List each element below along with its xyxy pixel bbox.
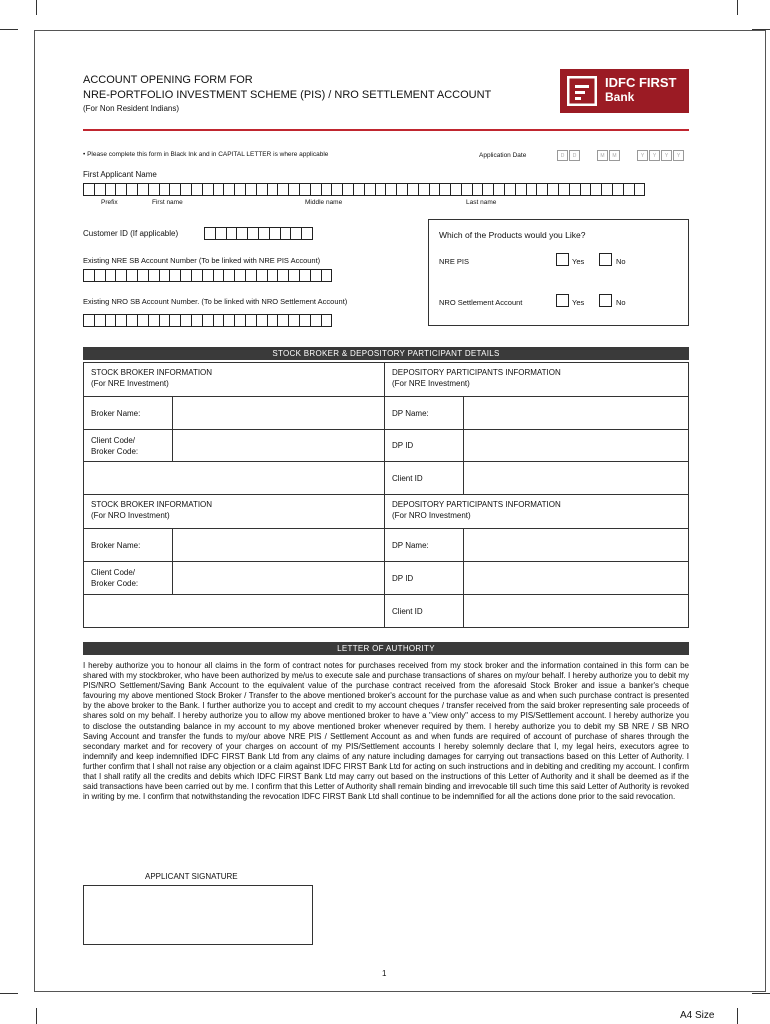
application-date-month[interactable] xyxy=(597,150,621,161)
nro-settlement-yes-label: Yes xyxy=(572,298,585,307)
nre-broker-name-label: Broker Name: xyxy=(83,396,173,430)
bank-logo xyxy=(560,69,689,113)
nro-broker-name-field[interactable] xyxy=(172,528,385,562)
last-name-caption: Last name xyxy=(466,199,497,206)
char-box[interactable] xyxy=(321,269,333,282)
nro-settlement-no-label: No xyxy=(616,298,626,307)
nre-client-code-label xyxy=(83,429,173,462)
crop-mark xyxy=(0,29,18,30)
header-rule xyxy=(83,129,689,131)
nro-client-code-text: Client Code/ xyxy=(91,568,136,577)
nre-dp-title: DEPOSITORY PARTICIPANTS INFORMATION xyxy=(392,368,561,377)
product-nro-settlement: NRO Settlement Account xyxy=(439,298,523,307)
date-box[interactable]: D xyxy=(557,150,568,161)
products-question: Which of the Products would you Like? xyxy=(439,230,586,240)
page-number: 1 xyxy=(382,969,387,978)
applicant-name-label: First Applicant Name xyxy=(83,170,157,179)
signature-label: APPLICANT SIGNATURE xyxy=(145,872,238,881)
nre-pis-no-checkbox[interactable] xyxy=(599,253,612,266)
application-date-year[interactable] xyxy=(637,150,685,161)
char-box[interactable] xyxy=(301,227,313,240)
form-subtitle: (For Non Resident Indians) xyxy=(83,104,180,113)
nro-client-code-field[interactable] xyxy=(172,561,385,595)
nre-client-id-label: Client ID xyxy=(384,461,464,495)
form-title-line1: ACCOUNT OPENING FORM FOR xyxy=(83,74,253,86)
date-box[interactable]: Y xyxy=(673,150,684,161)
nro-dp-name-label: DP Name: xyxy=(384,528,464,562)
first-name-caption: First name xyxy=(152,199,183,206)
customer-id-boxes[interactable] xyxy=(204,227,312,240)
authority-text: I hereby authorize you to honour all claims in the form of contract notes for purchases received from my stock broker and the information contained in this form can be shared with my stockbroker, who have been authorized by me/us to execute sale and purchase transactions of shares on my/our behalf. I hereby authorize you to debit my PIS/NRO Settlement/Saving Bank Account to the equivalent value of the purchase contract received from the aforesaid Stock Broker and issue a banker's cheque favouring my above mentioned Stock Broker / Transfer to the above mentioned broker's account for the purchase value as and when such purchase contract is presented by the above broker to the Bank. I further authorize you to accept and credit to my account cheques / transfer received from the said broker representing sale proceeds of shares sold on my behalf. I hereby authorize you to allow my above mentioned broker to have a "view only" access to my PIS/Settlement account. I hereby authorize you to disclose the outstanding balance in my account to my above mentioned broker whenever required by them. I hereby authorize you to debit my SB NRE / SB NRO Saving Account and transfer the funds to my/our above NRE PIS / Settlement Account as and when funds are required of account of purchase of shares through the secondary market and for recovery of your charges on account of my PIS/Settlement accounts I hereby solemnly declare that I, my legal heirs, executors agree to indemnify and keep indemnified IDFC FIRST Bank Ltd from any claims of any nature including damages for carrying out transactions based on this Letter of Authority. I further confirm that I shall not raise any objection or a claim against IDFC FIRST Bank Ltd for acting on such instructions and in debiting and crediting my account. I confirm that I shall ratify all the credits and debits which IDFC FIRST Bank Ltd may carry out based on the instructions of this Letter of Authority and it shall be deemed as if the said transactions have been carried out by me. I confirm that this Letter of Authority shall remain binding and irrevocable till such time this said Letter of Authority is revoked in writing by me. I confirm that notwithstanding the revocation IDFC FIRST Bank Ltd shall continue to be indemnified for all the actions done prior to the said revocation. xyxy=(83,661,689,802)
product-nre-pis: NRE PIS xyxy=(439,257,470,266)
nre-broker-name-field[interactable] xyxy=(172,396,385,430)
customer-id-label: Customer ID (If applicable) xyxy=(83,229,179,238)
nre-dp-sub: (For NRE Investment) xyxy=(392,379,470,388)
nro-broker-sub: (For NRO Investment) xyxy=(91,511,170,520)
nre-broker-code-text: Broker Code: xyxy=(91,447,139,456)
nro-dp-sub: (For NRO Investment) xyxy=(392,511,471,520)
crop-mark xyxy=(36,0,37,15)
nro-broker-title: STOCK BROKER INFORMATION xyxy=(91,500,213,509)
date-box[interactable]: D xyxy=(569,150,580,161)
nre-client-code-field[interactable] xyxy=(172,429,385,462)
nro-settlement-no-checkbox[interactable] xyxy=(599,294,612,307)
nre-pis-yes-label: Yes xyxy=(572,257,585,266)
nro-settlement-yes-checkbox[interactable] xyxy=(556,294,569,307)
crop-mark xyxy=(752,993,770,994)
crop-mark xyxy=(36,1008,37,1024)
nro-dp-header xyxy=(384,494,689,529)
nro-empty-cell xyxy=(83,594,385,628)
nro-broker-name-label: Broker Name: xyxy=(83,528,173,562)
nro-client-code-label xyxy=(83,561,173,595)
nre-account-label: Existing NRE SB Account Number (To be linked with NRE PIS Account) xyxy=(83,256,321,265)
nre-broker-header xyxy=(83,362,385,397)
nre-client-code-text: Client Code/ xyxy=(91,436,136,445)
middle-name-caption: Middle name xyxy=(305,199,343,206)
nre-dp-name-label: DP Name: xyxy=(384,396,464,430)
crop-mark xyxy=(0,993,18,994)
char-box[interactable] xyxy=(634,183,646,196)
form-title-line2: NRE-PORTFOLIO INVESTMENT SCHEME (PIS) / NRO SETTLEMENT ACCOUNT xyxy=(83,89,492,101)
nro-dp-id-label: DP ID xyxy=(384,561,464,595)
bank-logo-icon xyxy=(567,76,597,106)
signature-box[interactable] xyxy=(83,885,313,945)
nro-account-boxes[interactable] xyxy=(83,314,331,327)
nre-dp-header xyxy=(384,362,689,397)
nro-broker-header xyxy=(83,494,385,529)
nro-account-label: Existing NRO SB Account Number. (To be linked with NRO Settlement Account) xyxy=(83,297,348,306)
products-box xyxy=(428,219,689,326)
logo-text-line1: IDFC FIRST xyxy=(605,75,677,90)
application-date-day[interactable] xyxy=(557,150,581,161)
logo-text-line2: Bank xyxy=(605,90,635,104)
nre-account-boxes[interactable] xyxy=(83,269,331,282)
nre-pis-yes-checkbox[interactable] xyxy=(556,253,569,266)
nre-pis-no-label: No xyxy=(616,257,626,266)
applicant-name-boxes[interactable] xyxy=(83,183,644,196)
date-box[interactable]: Y xyxy=(661,150,672,161)
date-box[interactable]: Y xyxy=(637,150,648,161)
nre-empty-cell xyxy=(83,461,385,495)
date-box[interactable]: Y xyxy=(649,150,660,161)
nro-dp-name-field[interactable] xyxy=(463,528,689,562)
stock-section-heading: STOCK BROKER & DEPOSITORY PARTICIPANT DETAILS xyxy=(83,347,689,360)
nre-client-id-field[interactable] xyxy=(463,461,689,495)
page-size-label: A4 Size xyxy=(680,1010,715,1021)
crop-mark xyxy=(737,0,738,15)
prefix-caption: Prefix xyxy=(101,199,118,206)
nro-broker-code-text: Broker Code: xyxy=(91,579,139,588)
authority-heading: LETTER OF AUTHORITY xyxy=(83,642,689,655)
nre-dp-name-field[interactable] xyxy=(463,396,689,430)
nre-dp-id-field[interactable] xyxy=(463,429,689,462)
date-box[interactable]: M xyxy=(609,150,620,161)
nro-dp-id-field[interactable] xyxy=(463,561,689,595)
nro-dp-title: DEPOSITORY PARTICIPANTS INFORMATION xyxy=(392,500,561,509)
nre-broker-title: STOCK BROKER INFORMATION xyxy=(91,368,213,377)
nro-client-id-field[interactable] xyxy=(463,594,689,628)
application-date-label: Application Date xyxy=(479,152,527,159)
nro-client-id-label: Client ID xyxy=(384,594,464,628)
instructions: • Please complete this form in Black Ink and in CAPITAL LETTER is where applicable xyxy=(83,151,329,158)
char-box[interactable] xyxy=(321,314,333,327)
nre-dp-id-label: DP ID xyxy=(384,429,464,462)
date-box[interactable]: M xyxy=(597,150,608,161)
crop-mark xyxy=(737,1008,738,1024)
nre-broker-sub: (For NRE Investment) xyxy=(91,379,169,388)
